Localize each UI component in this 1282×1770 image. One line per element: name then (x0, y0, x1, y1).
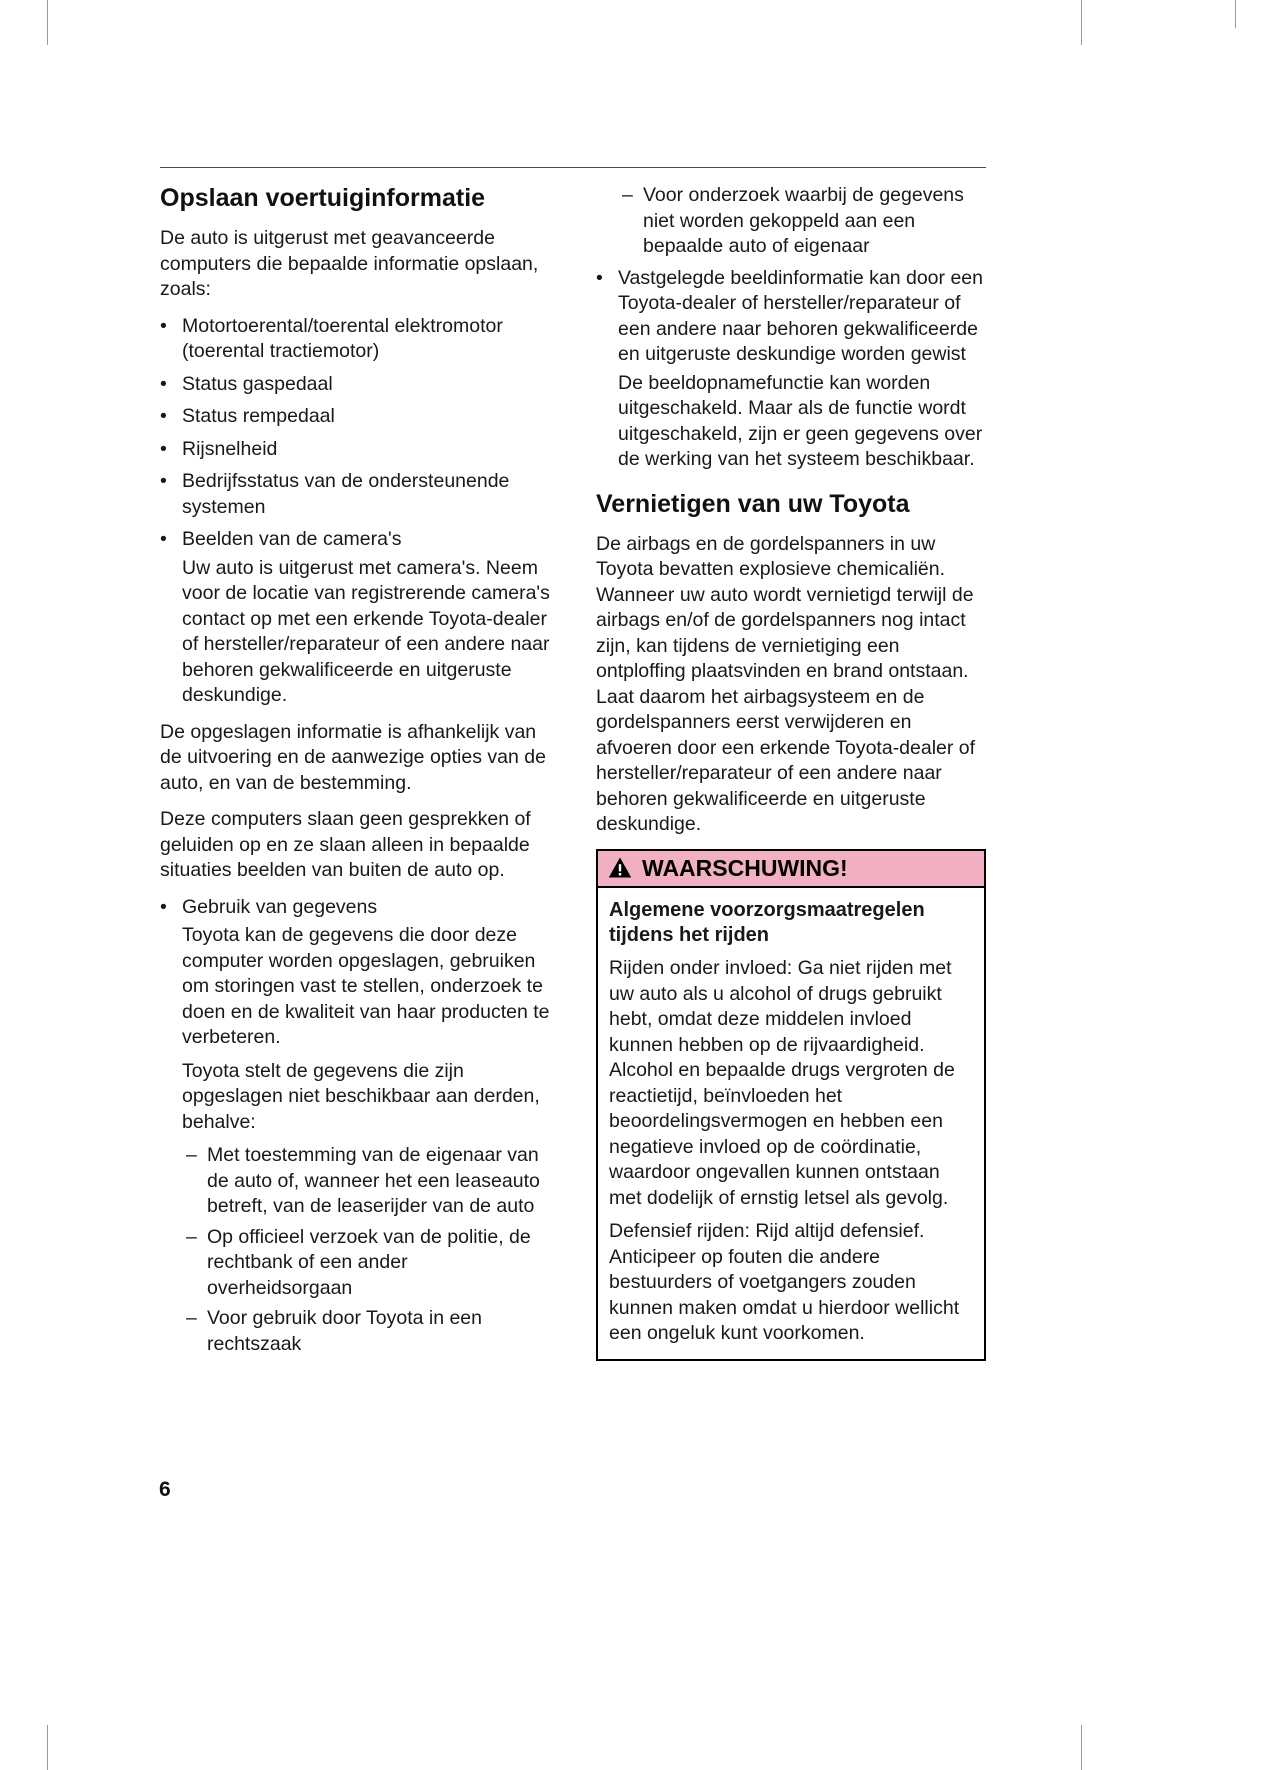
warning-subtitle: Algemene voorzorgsmaatregelen tijdens het rijden (609, 899, 925, 946)
crop-mark (47, 1725, 48, 1770)
dash-item-text: Voor onderzoek waarbij de gegevens niet worden gekoppeld aan een bepaalde auto of eigenaar (643, 184, 964, 257)
left-column (160, 183, 550, 1362)
dash-item-text: Voor gebruik door Toyota in een rechtszaak (207, 1307, 482, 1355)
top-rule (160, 167, 986, 168)
list-item-text: Motortoerental/toerental elektromotor (toerental tractiemotor) (182, 314, 503, 362)
dash-item (622, 183, 986, 260)
section-heading-vehicle-info: Opslaan voertuiginformatie (160, 184, 486, 212)
dash-list-continued (622, 183, 986, 260)
list-item-text: Rijsnelheid (182, 437, 278, 460)
list-item (160, 404, 550, 430)
bullet-marker: • (160, 895, 167, 918)
list-item (160, 314, 550, 365)
dash-item-text: Op officieel verzoek van de politie, de rechtbank of een ander overheidsorgaan (207, 1225, 531, 1299)
bullet-marker: • (596, 266, 603, 289)
list-item-text: Status rempedaal (182, 405, 335, 427)
dash-item (186, 1306, 550, 1357)
dash-item-text: Met toestemming van de eigenaar van de auto of, wanneer het een leaseauto betreft, van de leaserijder van de auto (207, 1144, 540, 1217)
paragraph-camera-note: Uw auto is uitgerust met camera's. Neem voor de locatie van registrerende camera's contact op met een erkende Toyota-dealer of hersteller/reparateur of een andere naar behoren gekwalificeerde en uitgeruste deskundige. (182, 556, 550, 706)
warning-title: WAARSCHUWING! (642, 854, 848, 881)
dash-marker: – (622, 184, 633, 206)
list-item-text: Gebruik van gegevens (182, 895, 378, 918)
crop-mark (1081, 1725, 1082, 1770)
list-item (160, 895, 550, 921)
warning-icon (608, 856, 632, 880)
bullet-marker: • (160, 528, 167, 550)
bullet-marker: • (160, 314, 167, 337)
warning-paragraph-2: Defensief rijden: Rijd altijd defensief. Anticipeer op fouten die andere bestuurders of voetgangers zouden kunnen maken omdat u hierdoor wellicht een ongeluk kunt voorkomen. (609, 1220, 960, 1344)
crop-mark (1235, 0, 1236, 28)
paragraph: De auto is uitgerust met geavanceerde computers die bepaalde informatie opslaan, zoals: (160, 227, 539, 300)
dash-list (186, 1143, 550, 1357)
paragraph-storage: De opgeslagen informatie is afhankelijk van de uitvoering en de aanwezige opties van de auto, en van de bestemming. (160, 720, 546, 794)
bullet-marker: • (160, 470, 167, 492)
dash-marker: – (186, 1225, 197, 1248)
bullet-marker: • (160, 372, 167, 395)
list-item-text: Beelden van de camera's (182, 528, 402, 550)
warning-body (598, 888, 984, 1359)
dash-item (186, 1143, 550, 1220)
dash-marker: – (186, 1307, 197, 1329)
list-item (160, 372, 550, 398)
crop-mark (1081, 0, 1082, 45)
warning-header (598, 851, 984, 889)
section-heading-destroy: Vernietigen van uw Toyota (596, 489, 910, 518)
paragraph-wipe-note: De beeldopnamefunctie kan worden uitgeschakeld. Maar als de functie wordt uitgeschakeld, zijn er geen gegevens over de werking van het systeem beschikbaar. (618, 371, 983, 470)
bullet-marker: • (160, 437, 167, 460)
paragraph-usage-2: Toyota stelt de gegevens die zijn opgeslagen niet beschikbaar aan derden, behalve: (182, 1059, 540, 1133)
page-number: 6 (159, 1478, 171, 1501)
crop-mark (47, 0, 48, 45)
list-item-text: Vastgelegde beeldinformatie kan door een Toyota-dealer of hersteller/reparateur of een andere naar behoren gekwalificeerde en uitgeruste deskundige worden gewist (618, 266, 983, 365)
list-item-text: Bedrijfsstatus van de ondersteunende systemen (182, 470, 510, 518)
warning-box (596, 849, 986, 1361)
right-column (596, 183, 986, 1362)
paragraph-usage-1: Toyota kan de gegevens die door deze computer worden opgeslagen, gebruiken om storingen vast te stellen, onderzoek te doen en de kwaliteit van haar producten te verbeteren. (182, 924, 550, 1048)
list-item (596, 266, 986, 368)
page-content (160, 183, 986, 1362)
list-item (160, 527, 550, 553)
list-item (160, 437, 550, 463)
paragraph-recording: Deze computers slaan geen gesprekken of geluiden op en ze slaan alleen in bepaalde situaties beelden van buiten de auto op. (160, 808, 531, 881)
list-item (160, 469, 550, 520)
dash-item (186, 1225, 550, 1302)
paragraph-destroy: De airbags en de gordelspanners in uw Toyota bevatten explosieve chemicaliën. Wanneer uw auto wordt vernietigd terwijl de airbags en/of de gordelspanners nog intact zijn, kan tijdens de vernietiging een ontploffing plaatsvinden en brand ontstaan. Laat daarom het airbagsysteem en de gordelspanners eerst verwijderen en afvoeren door een erkende Toyota-dealer of hersteller/reparateur of een andere naar behoren gekwalificeerde en uitgeruste deskundige. (596, 532, 976, 835)
warning-paragraph-1: Rijden onder invloed: Ga niet rijden met uw auto als u alcohol of drugs gebruikt hebt, omdat deze middelen invloed kunnen hebben op de rijvaardigheid. Alcohol en bepaalde drugs vergroten de reactietijd, beïnvloeden het beoordelingsvermogen en hebben een negatieve invloed op de coördinatie, waardoor ongevallen kunnen ontstaan met dodelijk of ernstig letsel als gevolg. (609, 957, 955, 1209)
dash-marker: – (186, 1144, 197, 1166)
list-item-text: Status gaspedaal (182, 372, 333, 395)
bullet-marker: • (160, 405, 167, 427)
